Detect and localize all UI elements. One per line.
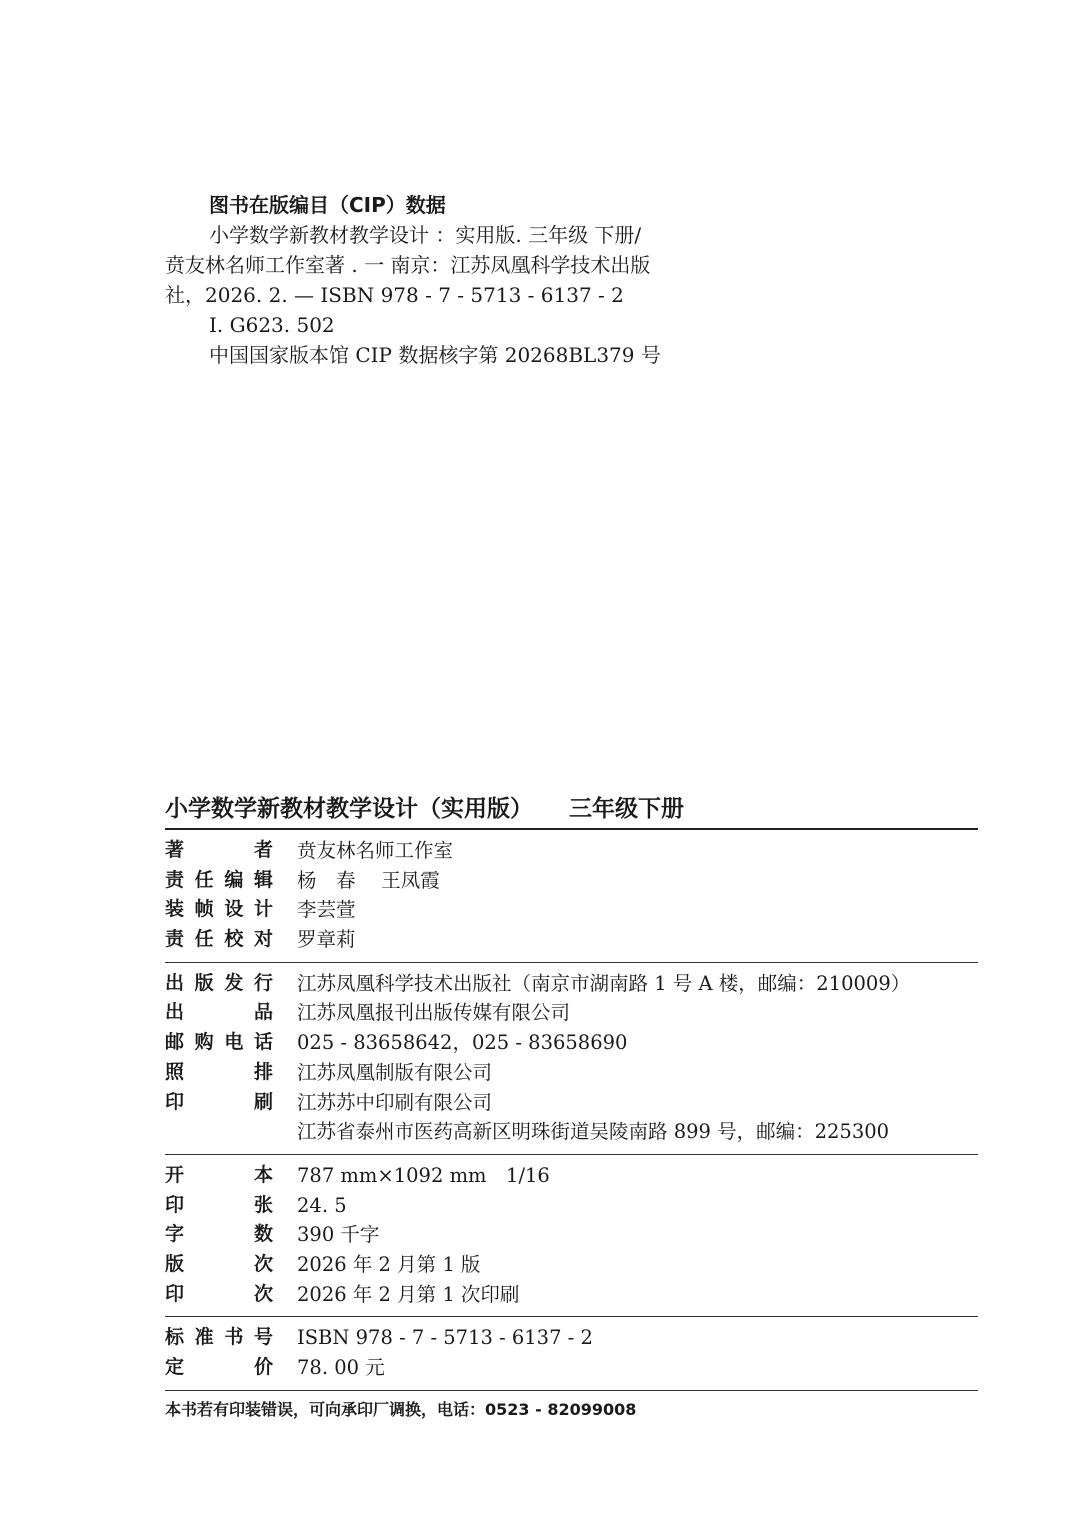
print-error-notice: 本书若有印装错误，可向承印厂调换，电话：0523 - 82099008 bbox=[165, 1399, 637, 1419]
credit-value: 贲友林名师工作室 bbox=[297, 839, 454, 862]
spec-label: 开本 bbox=[165, 1163, 273, 1186]
publishing-label: 出品 bbox=[165, 1001, 273, 1024]
cip-line-title: 小学数学新教材教学设计 ：实用版. 三年级 下册/ bbox=[209, 223, 642, 247]
spec-label: 印张 bbox=[165, 1193, 273, 1216]
spec-value: 787 mm×1092 mm 1/16 bbox=[297, 1163, 550, 1187]
spec-row bbox=[165, 1161, 978, 1191]
publishing-row bbox=[165, 1117, 978, 1147]
publishing-value: 江苏省泰州市医药高新区明珠街道吴陵南路 899 号，邮编：225300 bbox=[297, 1120, 890, 1144]
price-row bbox=[165, 1353, 978, 1383]
publishing-label bbox=[165, 1117, 273, 1147]
publishing-label: 照排 bbox=[165, 1060, 273, 1083]
credit-row bbox=[165, 866, 978, 896]
isbn-value: ISBN 978 - 7 - 5713 - 6137 - 2 bbox=[297, 1326, 593, 1350]
spec-value: 2026 年 2 月第 1 版 bbox=[297, 1252, 481, 1276]
copyright-info bbox=[165, 790, 978, 1429]
spec-label: 版次 bbox=[165, 1252, 273, 1275]
publishing-value: 江苏凤凰报刊出版传媒有限公司 bbox=[297, 1001, 571, 1025]
publishing-value: 江苏苏中印刷有限公司 bbox=[297, 1090, 493, 1114]
cip-line-author: 贲友林名师工作室著 . 一 南京：江苏凤凰科学技术出版 bbox=[165, 253, 651, 277]
publishing-value: 025 - 83658642，025 - 83658690 bbox=[297, 1031, 628, 1055]
publishing-value: 江苏凤凰科学技术出版社（南京市湖南路 1 号 A 楼，邮编：210009） bbox=[297, 971, 911, 995]
specs-section bbox=[165, 1155, 978, 1316]
credit-value: 杨 春 王凤霞 bbox=[297, 868, 440, 892]
spec-row bbox=[165, 1191, 978, 1221]
book-title-text: 小学数学新教材教学设计（实用版） bbox=[165, 796, 533, 822]
publishing-row bbox=[165, 1088, 978, 1118]
publishing-section bbox=[165, 963, 978, 1154]
credit-label: 责任校对 bbox=[165, 928, 273, 951]
credits-section bbox=[165, 830, 978, 962]
publishing-label: 出版发行 bbox=[165, 971, 273, 994]
publishing-row bbox=[165, 1058, 978, 1088]
spec-value: 390 千字 bbox=[297, 1223, 380, 1247]
credit-row bbox=[165, 925, 978, 955]
isbn-row bbox=[165, 1323, 978, 1353]
spec-label: 印次 bbox=[165, 1282, 273, 1305]
credit-label: 责任编辑 bbox=[165, 868, 273, 891]
publishing-row bbox=[165, 1028, 978, 1058]
spec-value: 2026 年 2 月第 1 次印刷 bbox=[297, 1282, 520, 1306]
price-value: 78. 00 元 bbox=[297, 1356, 385, 1379]
isbn-label: 标准书号 bbox=[165, 1326, 273, 1349]
book-title bbox=[165, 790, 978, 828]
publishing-value: 江苏凤凰制版有限公司 bbox=[297, 1060, 493, 1084]
price-label: 定价 bbox=[165, 1356, 273, 1378]
isbn-price-section bbox=[165, 1317, 978, 1389]
publishing-row bbox=[165, 998, 978, 1028]
credit-label: 著者 bbox=[165, 839, 273, 861]
spec-row bbox=[165, 1250, 978, 1280]
cip-data-block bbox=[165, 190, 735, 370]
spec-row bbox=[165, 1220, 978, 1250]
credit-value: 李芸萱 bbox=[297, 898, 356, 922]
publishing-row bbox=[165, 969, 978, 999]
cip-line-isbn: 社，2026. 2. — ISBN 978 - 7 - 5713 - 6137 - 2 bbox=[165, 283, 624, 307]
credit-label: 装帧设计 bbox=[165, 898, 273, 921]
book-grade: 三年级下册 bbox=[569, 796, 684, 822]
cip-heading: 图书在版编目（CIP）数据 bbox=[209, 193, 446, 217]
credit-row bbox=[165, 836, 978, 866]
credit-row bbox=[165, 895, 978, 925]
cip-line-record-number: 中国国家版本馆 CIP 数据核字第 20268BL379 号 bbox=[209, 343, 661, 367]
spec-value: 24. 5 bbox=[297, 1193, 347, 1217]
cip-line-classification: Ⅰ. G623. 502 bbox=[209, 313, 335, 337]
publishing-label: 邮购电话 bbox=[165, 1031, 273, 1054]
spec-label: 字数 bbox=[165, 1223, 273, 1246]
credit-value: 罗章莉 bbox=[297, 928, 356, 952]
publishing-label: 印刷 bbox=[165, 1090, 273, 1113]
spec-row bbox=[165, 1280, 978, 1310]
